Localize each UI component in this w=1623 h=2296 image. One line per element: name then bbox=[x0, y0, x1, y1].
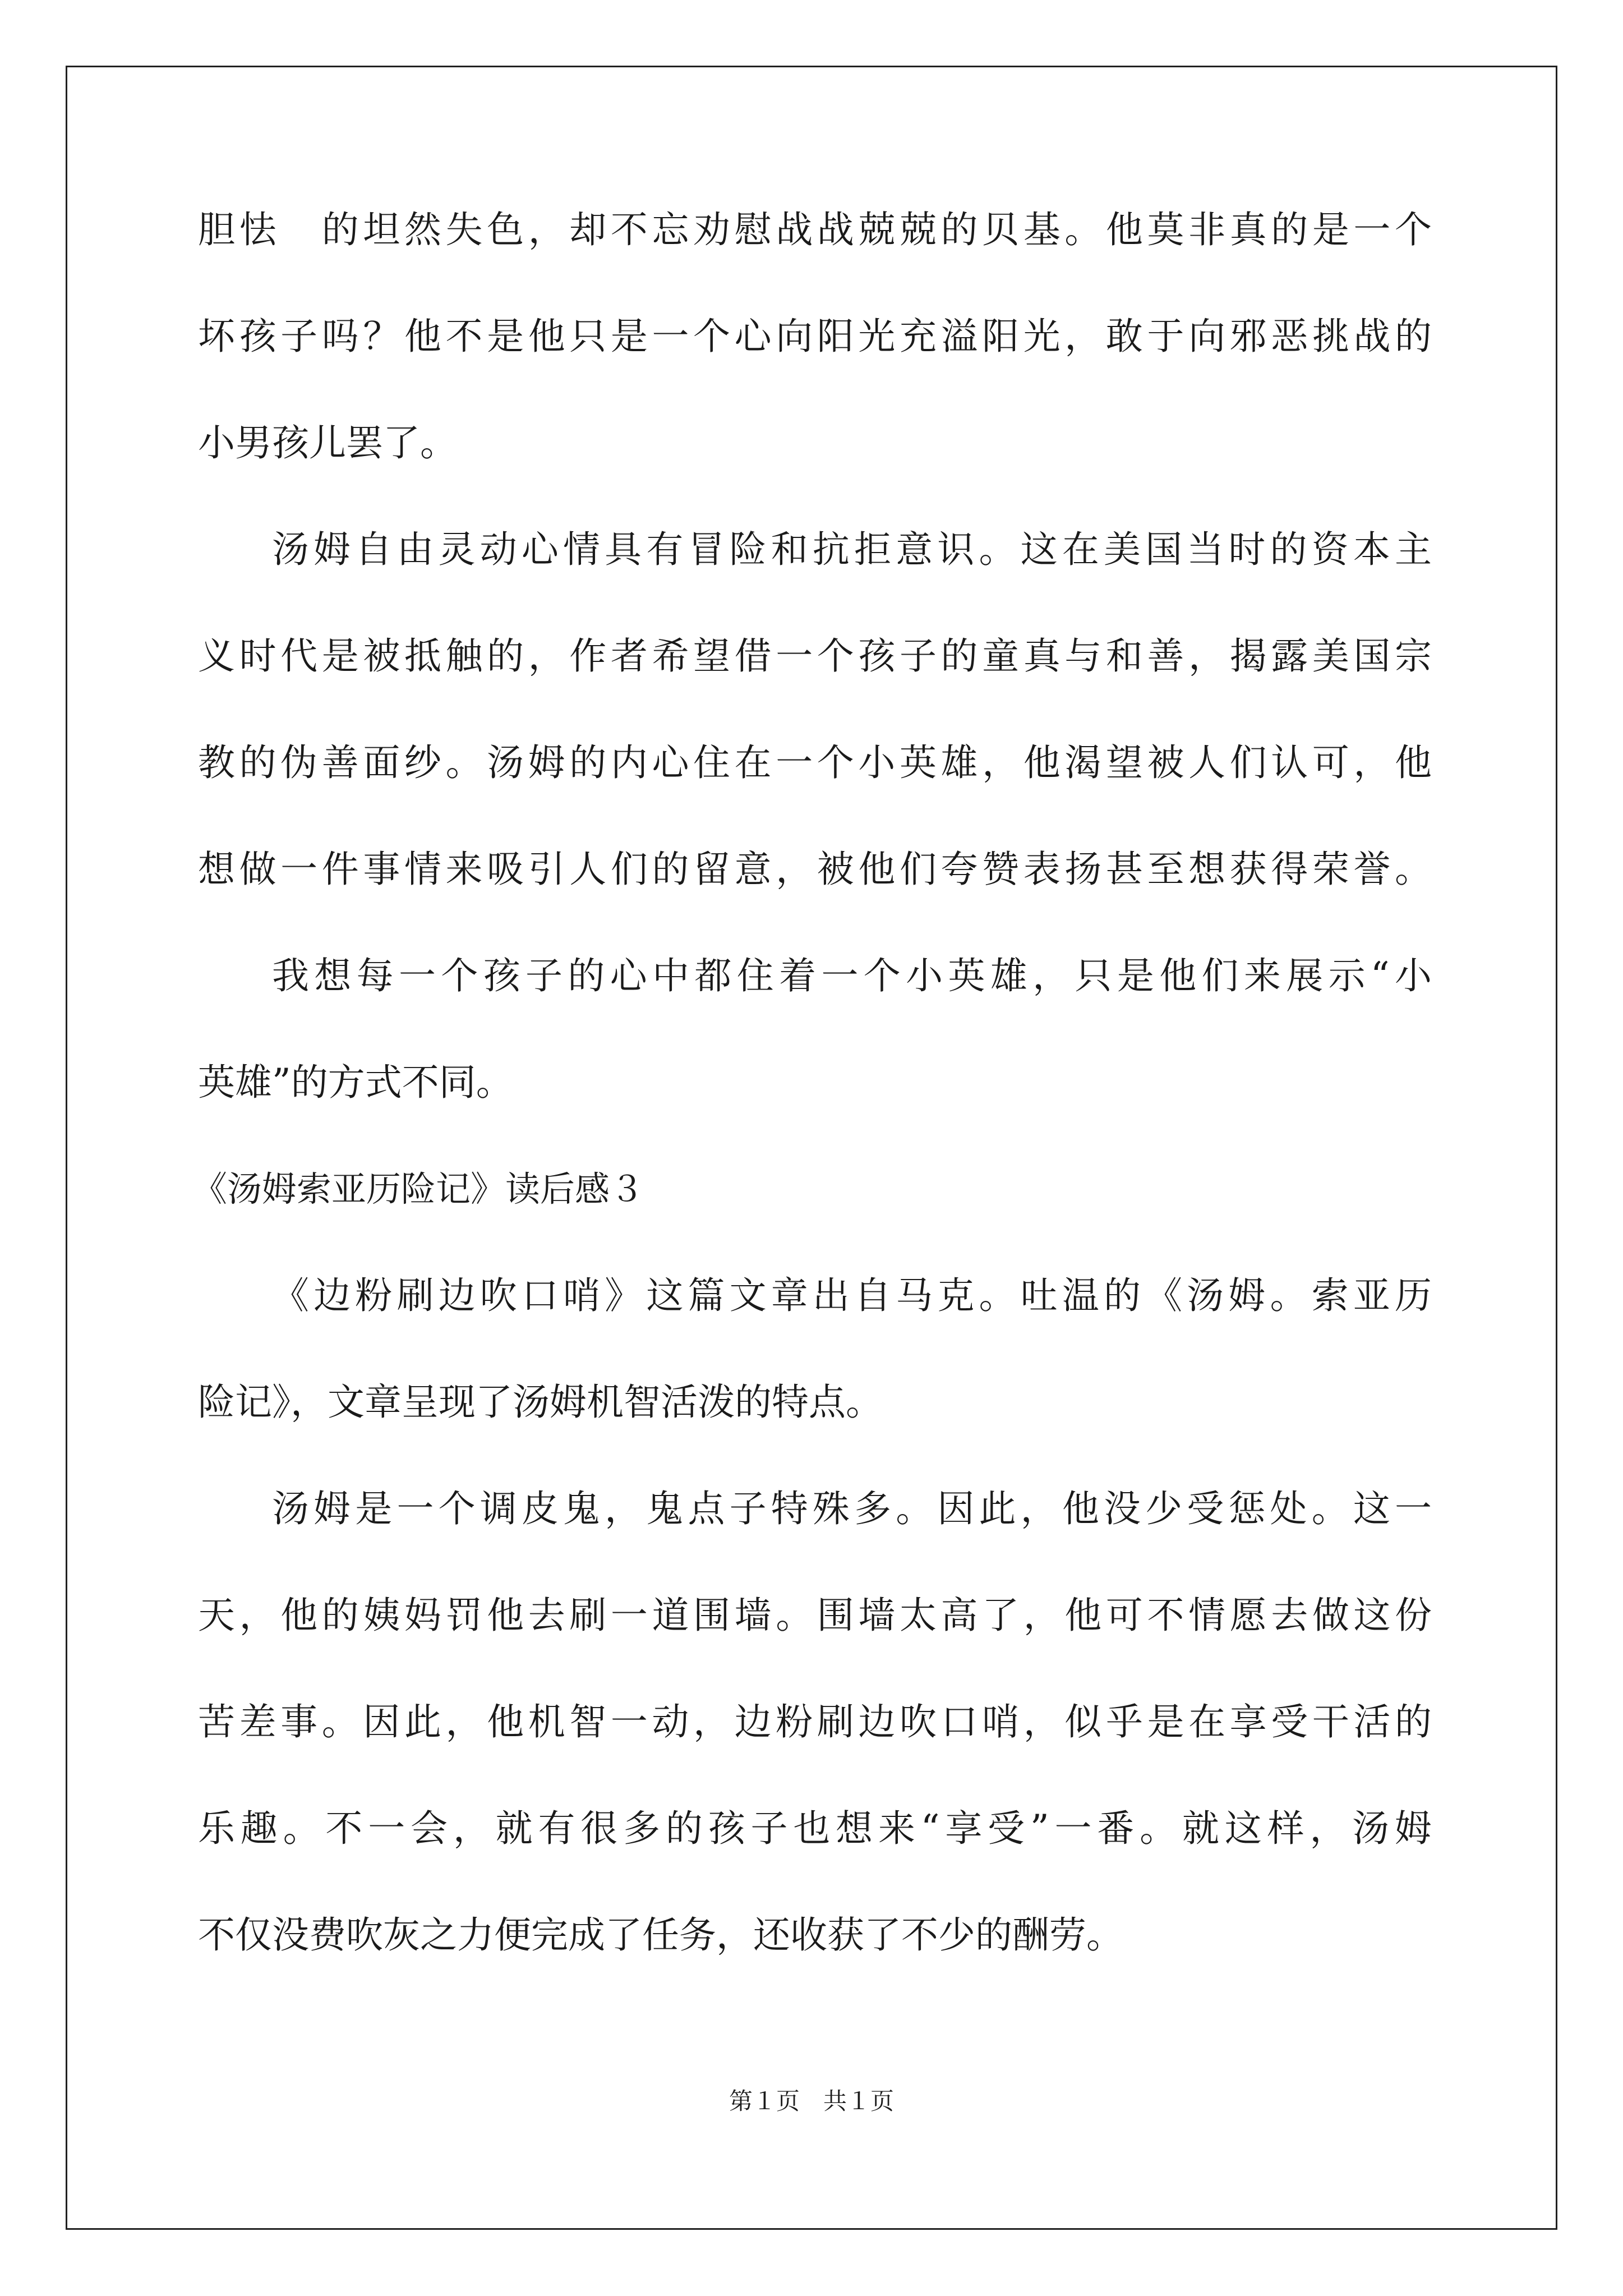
text-line: 苦差事。因此，他机智一动，边粉刷边吹口哨，似乎是在享受干活的 bbox=[198, 1700, 1432, 1743]
text-line: 胆怯 的坦然失色，却不忘劝慰战战兢兢的贝基。他莫非真的是一个 bbox=[198, 208, 1432, 251]
text-line: 险记》，文章呈现了汤姆机智活泼的特点。 bbox=[198, 1381, 883, 1424]
page-number: 第１页 共１页 bbox=[728, 2087, 894, 2115]
paragraph-start-line: 汤姆是一个调皮鬼，鬼点子特殊多。因此，他没少受惩处。这一 bbox=[272, 1487, 1432, 1530]
paragraph-start-line: 汤姆自由灵动心情具有冒险和抗拒意识。这在美国当时的资本主 bbox=[272, 528, 1432, 571]
text-line: 想做一件事情来吸引人们的留意，被他们夸赞表扬甚至想获得荣誉。 bbox=[198, 848, 1432, 891]
text-line: 不仅没费吹灰之力便完成了任务，还收获了不少的酬劳。 bbox=[198, 1913, 1123, 1957]
page-border bbox=[66, 66, 1557, 2230]
page-footer bbox=[0, 2085, 1623, 2118]
text-line: 小男孩儿罢了。 bbox=[198, 421, 457, 464]
text-line: 天，他的姨妈罚他去刷一道围墙。围墙太高了，他可不情愿去做这份 bbox=[198, 1594, 1432, 1637]
section-heading: 《汤姆索亚历险记》读后感３ bbox=[192, 1168, 645, 1209]
text-line: 坏孩子吗？他不是他只是一个心向阳光充溢阳光，敢于向邪恶挑战的 bbox=[198, 315, 1432, 358]
text-line: 教的伪善面纱。汤姆的内心住在一个小英雄，他渴望被人们认可，他 bbox=[198, 741, 1432, 784]
paragraph-start-line: 《边粉刷边吹口哨》这篇文章出自马克。吐温的《汤姆。索亚历 bbox=[272, 1274, 1432, 1317]
text-line: 义时代是被抵触的，作者希望借一个孩子的童真与和善，揭露美国宗 bbox=[198, 634, 1432, 678]
text-line: 英雄”的方式不同。 bbox=[198, 1061, 513, 1104]
paragraph-start-line: 我想每一个孩子的心中都住着一个小英雄，只是他们来展示“小 bbox=[272, 954, 1432, 997]
text-line: 乐趣。不一会，就有很多的孩子也想来“享受”一番。就这样，汤姆 bbox=[198, 1807, 1432, 1850]
